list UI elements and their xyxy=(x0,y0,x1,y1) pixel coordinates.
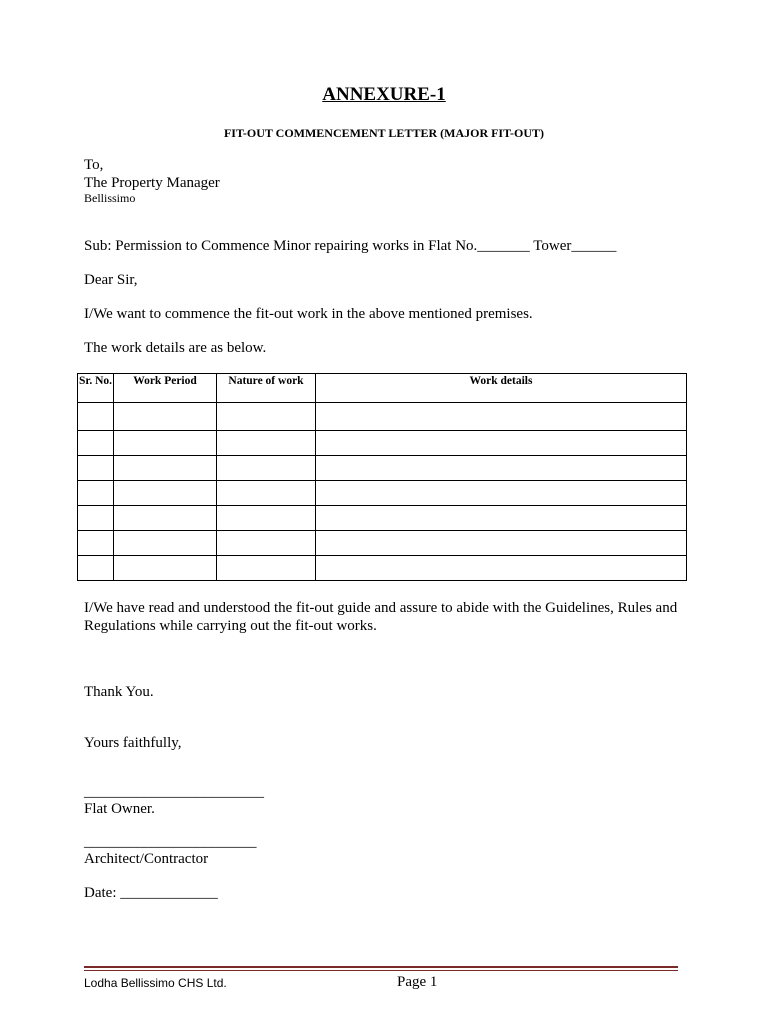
table-row xyxy=(78,481,687,506)
address-building: Bellissimo xyxy=(84,191,136,205)
table-cell-work-period xyxy=(114,456,217,481)
header-sr-no: Sr. No. xyxy=(78,374,114,403)
architect-signature-line: _______________________ xyxy=(84,834,257,850)
table-row xyxy=(78,403,687,431)
table-cell-work-details xyxy=(316,531,687,556)
document-subtitle: FIT-OUT COMMENCEMENT LETTER (MAJOR FIT-OUT) xyxy=(223,126,545,140)
footer-page-number: Page 1 xyxy=(397,974,438,990)
table-row xyxy=(78,556,687,581)
declaration-text: I/We have read and understood the fit-out guide and assure to abide with the Guidelines, Rules and Regulations while carrying out the fit-out works. xyxy=(84,600,678,634)
thanks-text: Thank You. xyxy=(84,684,154,700)
table-cell-sr-no xyxy=(78,556,114,581)
table-cell-work-details xyxy=(316,481,687,506)
owner-signature-line: ________________________ xyxy=(84,784,264,800)
footer-company: Lodha Bellissimo CHS Ltd. xyxy=(84,976,227,990)
architect-label: Architect/Contractor xyxy=(84,851,209,867)
table-cell-nature-of-work xyxy=(217,481,316,506)
footer-rule-thin xyxy=(84,970,678,971)
table-cell-work-period xyxy=(114,531,217,556)
table-row xyxy=(78,456,687,481)
table-cell-nature-of-work xyxy=(217,431,316,456)
table-cell-nature-of-work xyxy=(217,403,316,431)
table-row xyxy=(78,506,687,531)
table-cell-sr-no xyxy=(78,506,114,531)
document-title: ANNEXURE-1 xyxy=(322,84,446,105)
header-work-details: Work details xyxy=(316,374,687,403)
table-cell-sr-no xyxy=(78,431,114,456)
table-cell-work-details xyxy=(316,431,687,456)
header-work-period: Work Period xyxy=(114,374,217,403)
table-row xyxy=(78,431,687,456)
table-cell-sr-no xyxy=(78,531,114,556)
table-cell-work-details xyxy=(316,456,687,481)
table-cell-work-period xyxy=(114,506,217,531)
table-cell-work-period xyxy=(114,481,217,506)
table-cell-nature-of-work xyxy=(217,456,316,481)
table-cell-work-details xyxy=(316,403,687,431)
address-to: To, xyxy=(84,157,104,173)
table-cell-sr-no xyxy=(78,456,114,481)
table-cell-sr-no xyxy=(78,403,114,431)
owner-label: Flat Owner. xyxy=(84,801,155,817)
table-cell-nature-of-work xyxy=(217,506,316,531)
table-cell-work-period xyxy=(114,431,217,456)
table-cell-nature-of-work xyxy=(217,556,316,581)
table-body xyxy=(78,403,687,581)
table-header-row xyxy=(78,374,687,403)
address-recipient: The Property Manager xyxy=(84,175,220,191)
details-intro-text: The work details are as below. xyxy=(84,340,267,356)
table-row xyxy=(78,531,687,556)
subject-line: Sub: Permission to Commence Minor repairing works in Flat No._______ Tower______ xyxy=(84,238,617,254)
intro-text: I/We want to commence the fit-out work in the above mentioned premises. xyxy=(84,306,533,322)
table-cell-work-details xyxy=(316,506,687,531)
table-cell-work-period xyxy=(114,403,217,431)
table-cell-sr-no xyxy=(78,481,114,506)
salutation: Dear Sir, xyxy=(84,272,138,288)
work-details-table xyxy=(77,373,687,581)
header-nature-of-work: Nature of work xyxy=(217,374,316,403)
table-cell-nature-of-work xyxy=(217,531,316,556)
table-cell-work-period xyxy=(114,556,217,581)
table-cell-work-details xyxy=(316,556,687,581)
date-field: Date: _____________ xyxy=(84,885,218,901)
closing-text: Yours faithfully, xyxy=(84,735,182,751)
footer-rule xyxy=(84,966,678,968)
